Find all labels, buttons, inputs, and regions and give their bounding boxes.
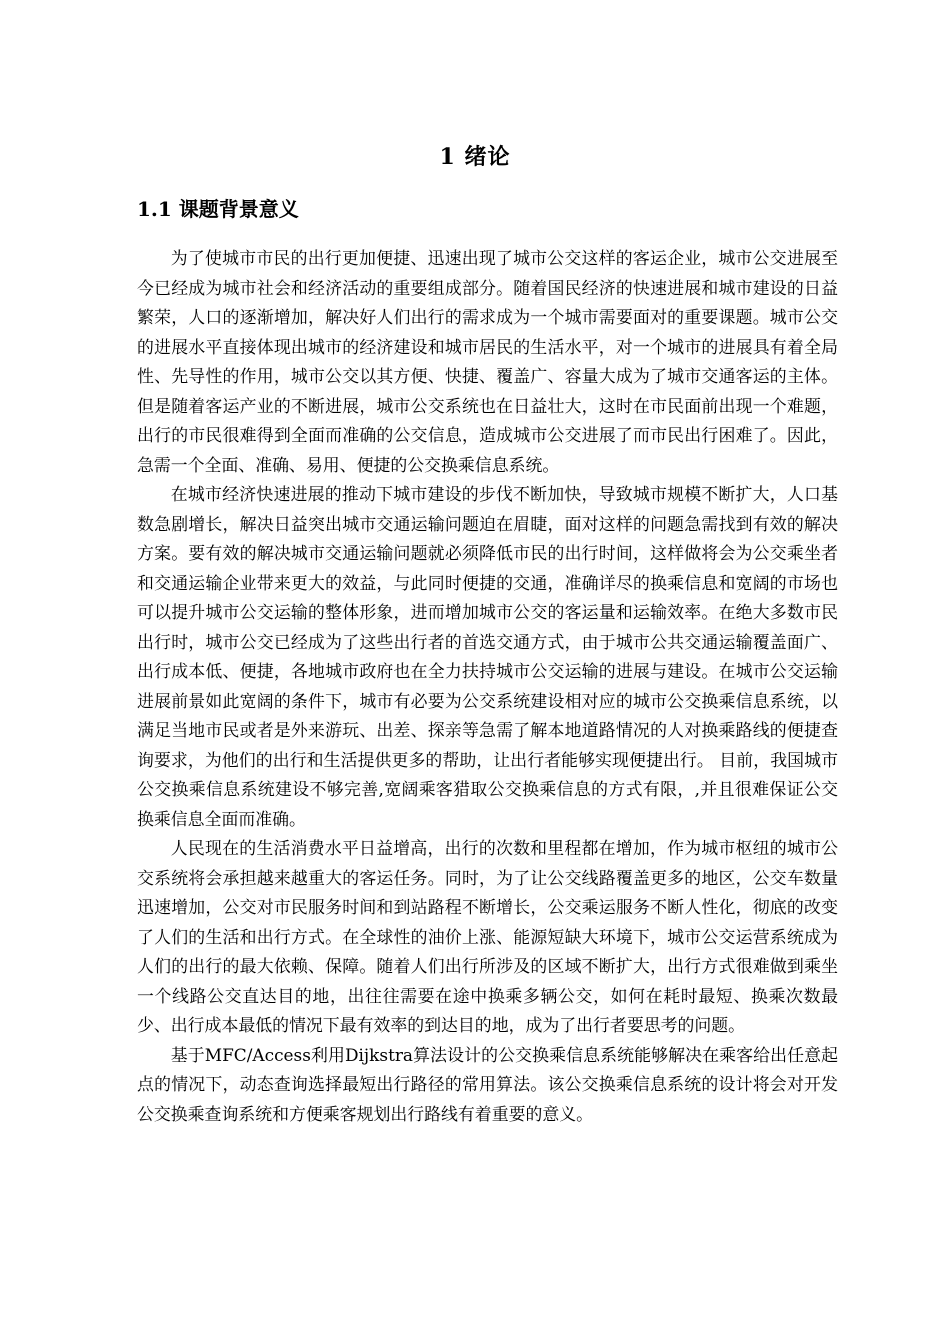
paragraph: 基于MFC/Access利用Dijkstra算法设计的公交换乘信息系统能够解决在乘客给出任意起点的情况下，动态查询选择最短出行路径的常用算法。该公交换乘信息系统的设计将会对开发公交换乘查询系统和方便乘客规划出行路线有着重要的意义。: [137, 1044, 838, 1124]
paragraph: 人民现在的生活消费水平日益增高，出行的次数和里程都在增加，作为城市枢纽的城市公交系统将会承担越来越重大的客运任务。同时，为了让公交线路覆盖更多的地区，公交车数量迅速增加，公交对市民服务时间和到站路程不断增长，公交乘运服务不断人性化，彻底的改变了人们的生活和出行方式。在全球性的油价上涨、能源短缺大环境下，城市公交运营系统成为人们的出行的最大依赖、保障。随着人们出行所涉及的区域不断扩大，出行方式很难做到乘坐一个线路公交直达目的地，出往往需要在途中换乘多辆公交，如何在耗时最短、换乘次数最少、出行成本最低的情况下最有效率的到达目的地，成为了出行者要思考的问题。: [137, 838, 838, 1035]
body-text: [137, 244, 838, 1129]
section-title: 1.1 课题背景意义: [137, 197, 299, 221]
chapter-title: 1 绪论: [439, 144, 511, 170]
paragraph: 在城市经济快速进展的推动下城市建设的步伐不断加快，导致城市规模不断扩大，人口基数急剧增长，解决日益突出城市交通运输问题迫在眉睫，面对这样的问题急需找到有效的解决方案。要有效的解决城市交通运输问题就必须降低市民的出行时间，这样做将会为公交乘坐者和交通运输企业带来更大的效益，与此同时便捷的交通，准确详尽的换乘信息和宽阔的市场也可以提升城市公交运输的整体形象，进而增加城市公交的客运量和运输效率。在绝大多数市民出行时，城市公交已经成为了这些出行者的首选交通方式，由于城市公共交通运输覆盖面广、出行成本低、便捷，各地城市政府也在全力扶持城市公交运输的进展与建设。在城市公交运输进展前景如此宽阔的条件下，城市有必要为公交系统建设相对应的城市公交换乘信息系统，以满足当地市民或者是外来游玩、出差、探亲等急需了解本地道路情况的人对换乘路线的便捷查询要求，为他们的出行和生活提供更多的帮助，让出行者能够实现便捷出行。 目前，我国城市公交换乘信息系统建设不够完善,宽阔乘客猎取公交换乘信息的方式有限，,并且很难保证公交换乘信息全面而准确。: [137, 484, 839, 829]
paragraph: 为了使城市市民的出行更加便捷、迅速出现了城市公交这样的客运企业，城市公交进展至今已经成为城市社会和经济活动的重要组成部分。随着国民经济的快速进展和城市建设的日益繁荣，人口的逐渐增加，解决好人们出行的需求成为一个城市需要面对的重要课题。城市公交的进展水平直接体现出城市的经济建设和城市居民的生活水平，对一个城市的进展具有着全局性、先导性的作用，城市公交以其方便、快捷、覆盖广、容量大成为了城市交通客运的主体。但是随着客运产业的不断进展，城市公交系统也在日益壮大，这时在市民面前出现一个难题，出行的市民很难得到全面而准确的公交信息，造成城市公交进展了而市民出行困难了。因此，急需一个全面、准确、易用、便捷的公交换乘信息系统。: [137, 248, 838, 475]
